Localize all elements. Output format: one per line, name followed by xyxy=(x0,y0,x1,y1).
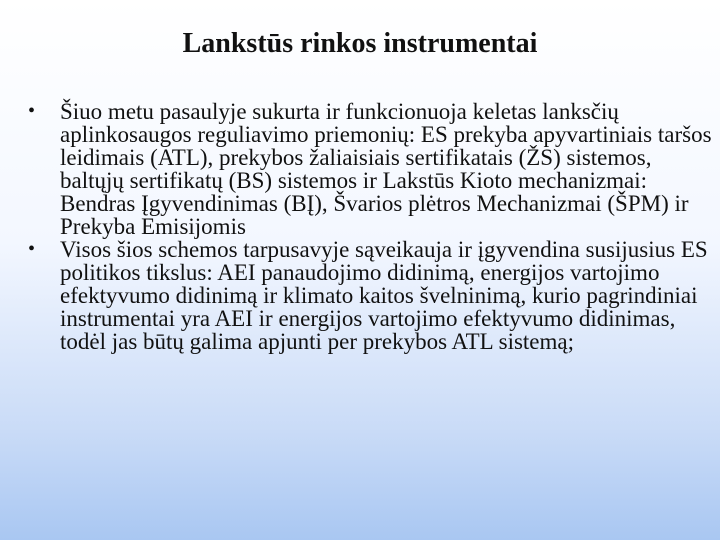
bullet-marker: • xyxy=(28,100,36,122)
bullet-marker: • xyxy=(28,238,36,260)
bullet-item xyxy=(28,238,712,353)
bullet-text: Visos šios schemos tarpusavyje sąveikauja ir įgyvendina susijusius ES politikos tikslus: AEI panaudojimo didinimą, energijos vartojimo efektyvumo didinimą ir klimato kaitos švelninimą, kurio pagrindiniai instrumentai yra AEI ir energijos vartojimo efektyvumo didinimas, todėl jas būtų galima apjunti per prekybos ATL sistemą; xyxy=(60,237,708,354)
slide-title: Lankstūs rinkos instrumentai xyxy=(182,28,538,59)
bullet-list xyxy=(28,100,712,353)
bullet-item xyxy=(28,100,712,238)
bullet-text: Šiuo metu pasaulyje sukurta ir funkcionuoja keletas lanksčių aplinkosaugos reguliavimo priemonių: ES prekyba apyvartiniais taršos leidimais (ATL), prekybos žaliaisiais sertifikatais (ŽS) sistemos, baltųjų sertifikatų (BS) sistemos ir Lakstūs Kioto mechanizmai: Bendras Įgyvendinimas (BĮ), Švarios plėtros Mechanizmai (ŠPM) ir Prekyba Emisijomis xyxy=(60,99,712,239)
